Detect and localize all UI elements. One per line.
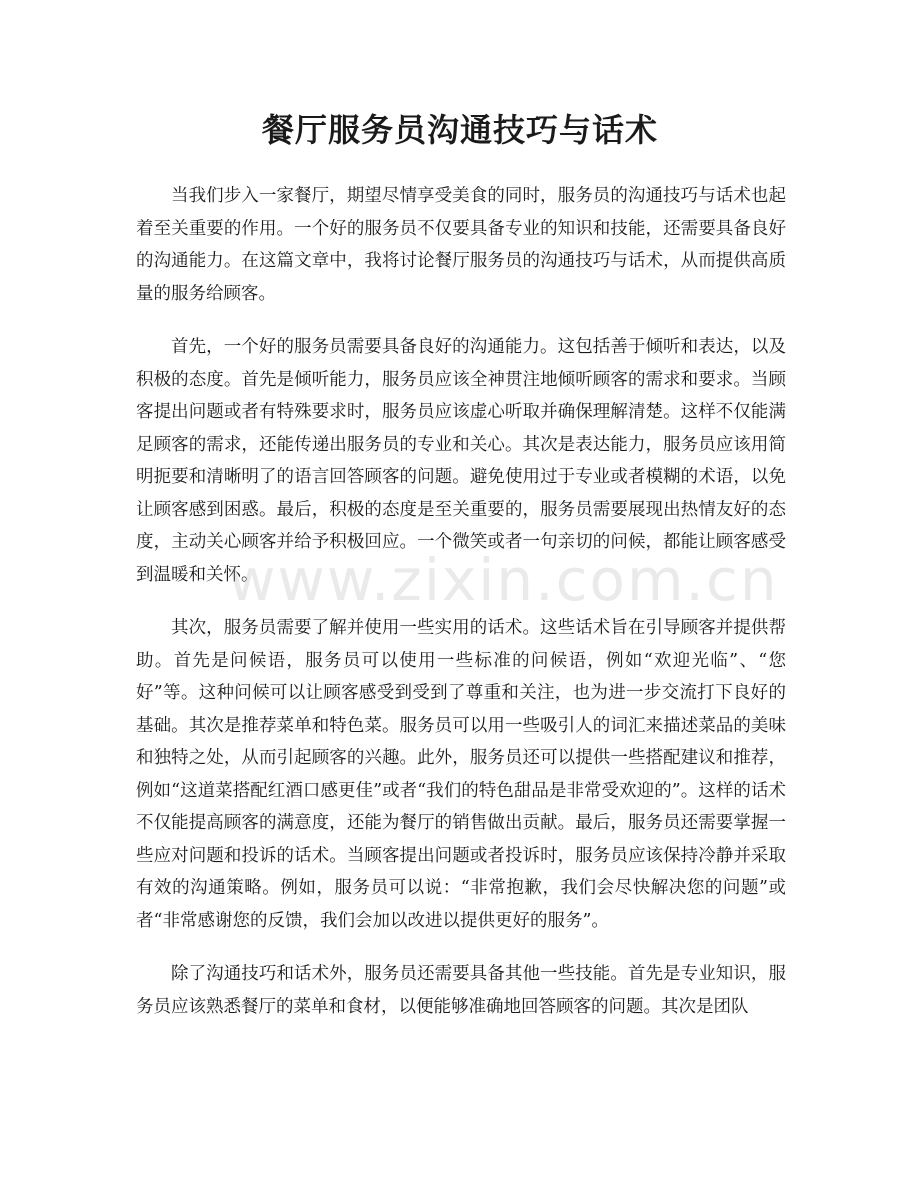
document-title: 餐厅服务员沟通技巧与话术	[261, 111, 658, 149]
paragraph-3: 其次，服务员需要了解并使用一些实用的话术。这些话术旨在引导顾客并提供帮助。首先是问候语，服务员可以使用一些标准的问候语，例如“欢迎光临”、“您好”等。这种问候可以让顾客感受到受到了尊重和关注，也为进一步交流打下良好的基础。其次是推荐菜单和特色菜。服务员可以用一些吸引人的词汇来描述菜品的美味和独特之处，从而引起顾客的兴趣。此外，服务员还可以提供一些搭配建议和推荐，例如“这道菜搭配红酒口感更佳”或者“我们的特色甜品是非常受欢迎的”。这样的话术不仅能提高顾客的满意度，还能为餐厅的销售做出贡献。最后，服务员还需要掌握一些应对问题和投诉的话术。当顾客提出问题或者投诉时，服务员应该保持冷静并采取有效的沟通策略。例如，服务员可以说：“非常抱歉，我们会尽快解决您的问题”或者“非常感谢您的反馈，我们会加以改进以提供更好的服务”。	[136, 618, 786, 931]
document-body	[136, 180, 786, 1044]
paragraph-2: 首先，一个好的服务员需要具备良好的沟通能力。这包括善于倾听和表达，以及积极的态度。首先是倾听能力，服务员应该全神贯注地倾听顾客的需求和要求。当顾客提出问题或者有特殊要求时，服务员应该虚心听取并确保理解清楚。这样不仅能满足顾客的需求，还能传递出服务员的专业和关心。其次是表达能力，服务员应该用简明扼要和清晰明了的语言回答顾客的问题。避免使用过于专业或者模糊的术语，以免让顾客感到困惑。最后，积极的态度是至关重要的，服务员需要展现出热情友好的态度，主动关心顾客并给予积极回应。一个微笑或者一句亲切的问候，都能让顾客感受到温暖和关怀。	[136, 337, 786, 585]
paragraph-1: 当我们步入一家餐厅，期望尽情享受美食的同时，服务员的沟通技巧与话术也起着至关重要的作用。一个好的服务员不仅要具备专业的知识和技能，还需要具备良好的沟通能力。在这篇文章中，我将讨论餐厅服务员的沟通技巧与话术，从而提供高质量的服务给顾客。	[136, 186, 786, 304]
watermark: www.zixin.com.cn	[228, 546, 779, 614]
paragraph-4: 除了沟通技巧和话术外，服务员还需要具备其他一些技能。首先是专业知识，服务员应该熟悉餐厅的菜单和食材，以便能够准确地回答顾客的问题。其次是团队	[136, 964, 786, 1017]
